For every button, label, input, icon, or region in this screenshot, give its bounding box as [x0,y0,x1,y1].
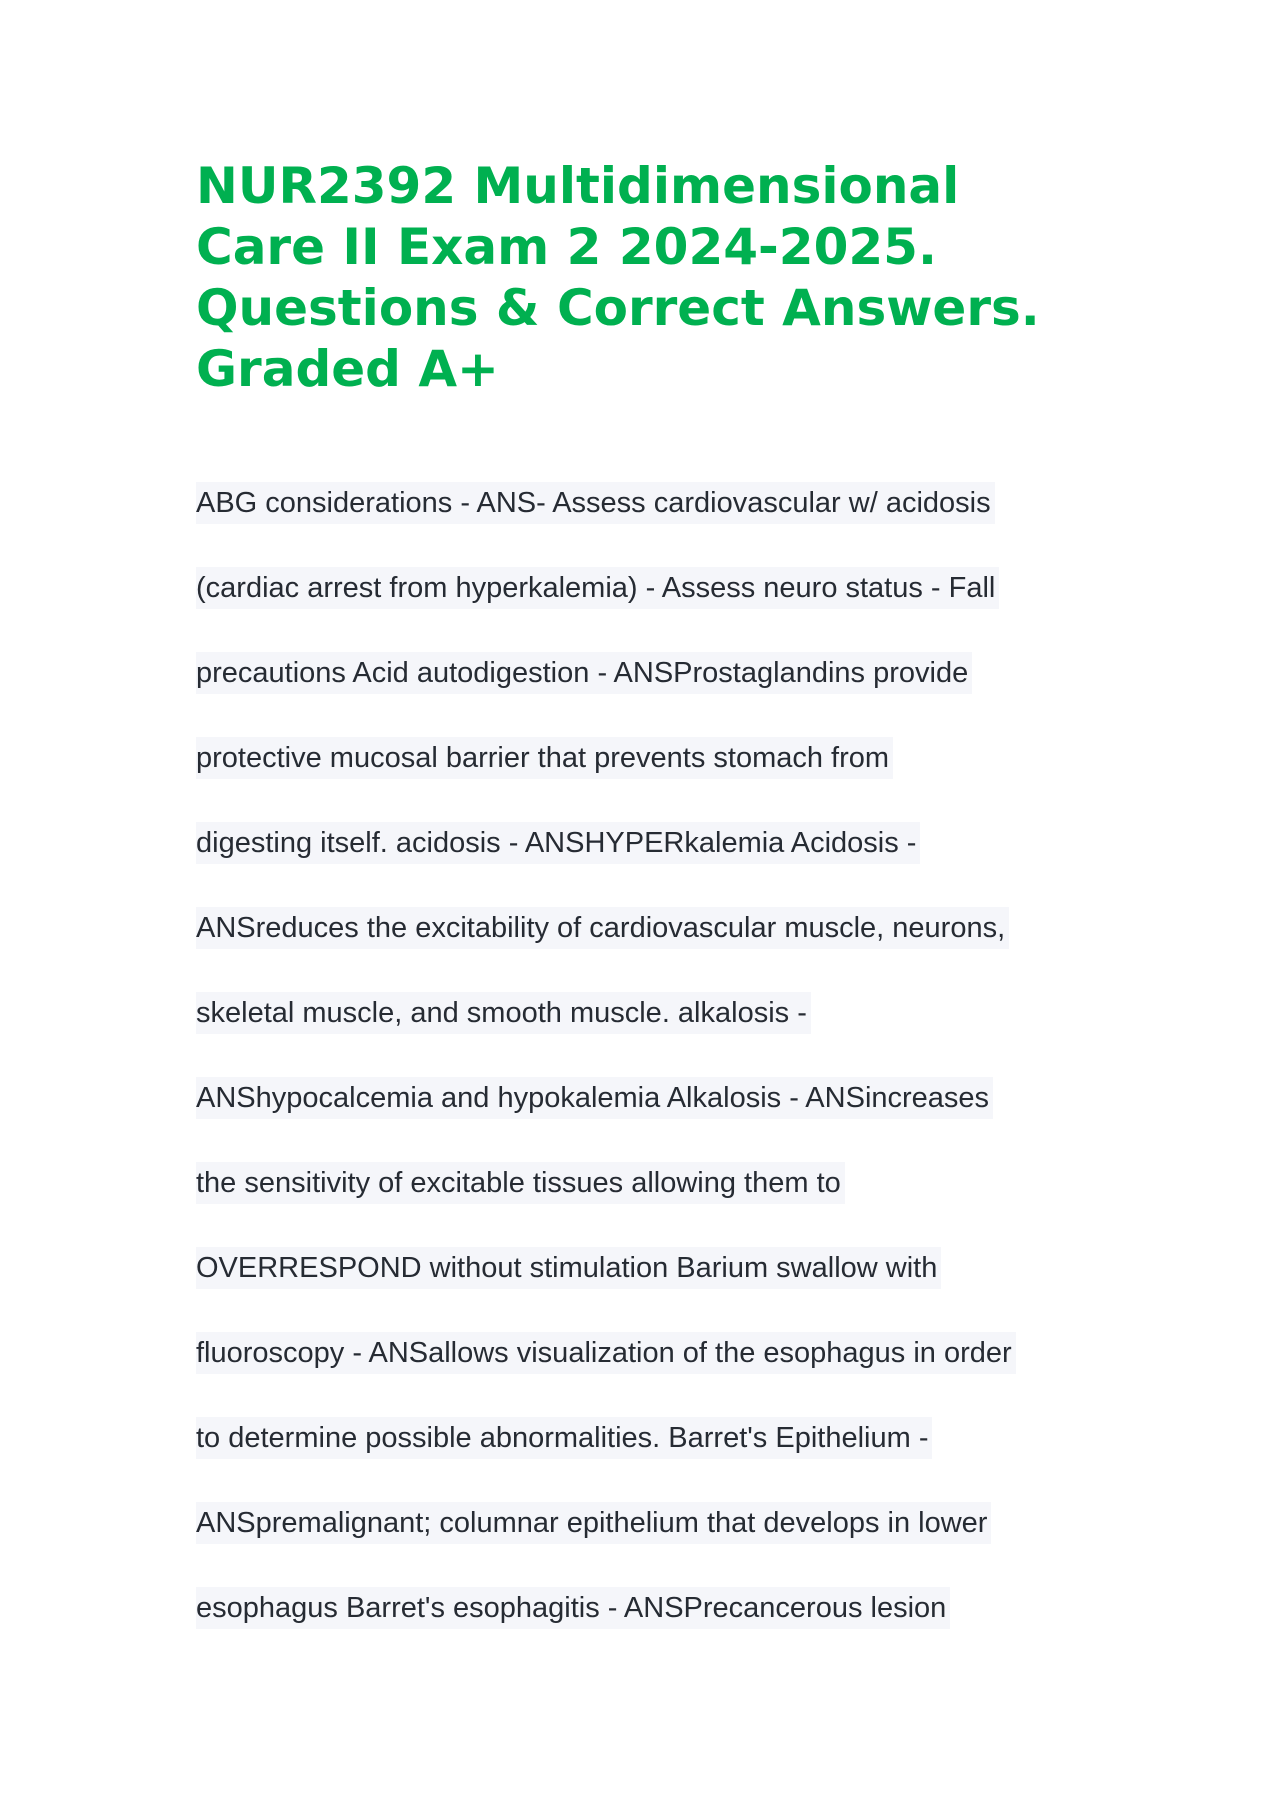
body-line-text: the sensitivity of excitable tissues allowing them to [196,1162,845,1204]
title-line: Graded A+ [196,340,499,398]
title-line: Care II Exam 2 2024-2025. [196,218,937,276]
body-line [196,1587,1156,1672]
title-line: NUR2392 Multidimensional [196,157,960,215]
body-line [196,907,1156,992]
body-line [196,1077,1156,1162]
body-line-text: ANShypocalcemia and hypokalemia Alkalosis - ANSincreases [196,1077,993,1119]
body-line [196,652,1156,737]
body-line [196,1332,1156,1417]
body-line-text: skeletal muscle, and smooth muscle. alkalosis - [196,992,811,1034]
body-line [196,1247,1156,1332]
document-body [196,482,1156,1672]
body-line [196,567,1156,652]
body-line-text: protective mucosal barrier that prevents stomach from [196,737,893,779]
body-line [196,1417,1156,1502]
body-line-text: ANSpremalignant; columnar epithelium that develops in lower [196,1502,991,1544]
body-line [196,1162,1156,1247]
body-line-text: digesting itself. acidosis - ANSHYPERkalemia Acidosis - [196,822,920,864]
title-line: Questions & Correct Answers. [196,279,1040,337]
body-line-text: to determine possible abnormalities. Barret's Epithelium - [196,1417,932,1459]
body-line-text: (cardiac arrest from hyperkalemia) - Assess neuro status - Fall [196,567,999,609]
body-line-text: fluoroscopy - ANSallows visualization of the esophagus in order [196,1332,1016,1374]
body-line [196,482,1156,567]
document-title [196,156,1136,400]
body-line [196,822,1156,907]
body-line [196,992,1156,1077]
body-line-text: esophagus Barret's esophagitis - ANSPrecancerous lesion [196,1587,950,1629]
body-line [196,737,1156,822]
body-line-text: precautions Acid autodigestion - ANSProstaglandins provide [196,652,972,694]
body-line-text: ANSreduces the excitability of cardiovascular muscle, neurons, [196,907,1009,949]
body-line-text: OVERRESPOND without stimulation Barium swallow with [196,1247,941,1289]
body-line [196,1502,1156,1587]
body-line-text: ABG considerations - ANS- Assess cardiovascular w/ acidosis [196,482,995,524]
